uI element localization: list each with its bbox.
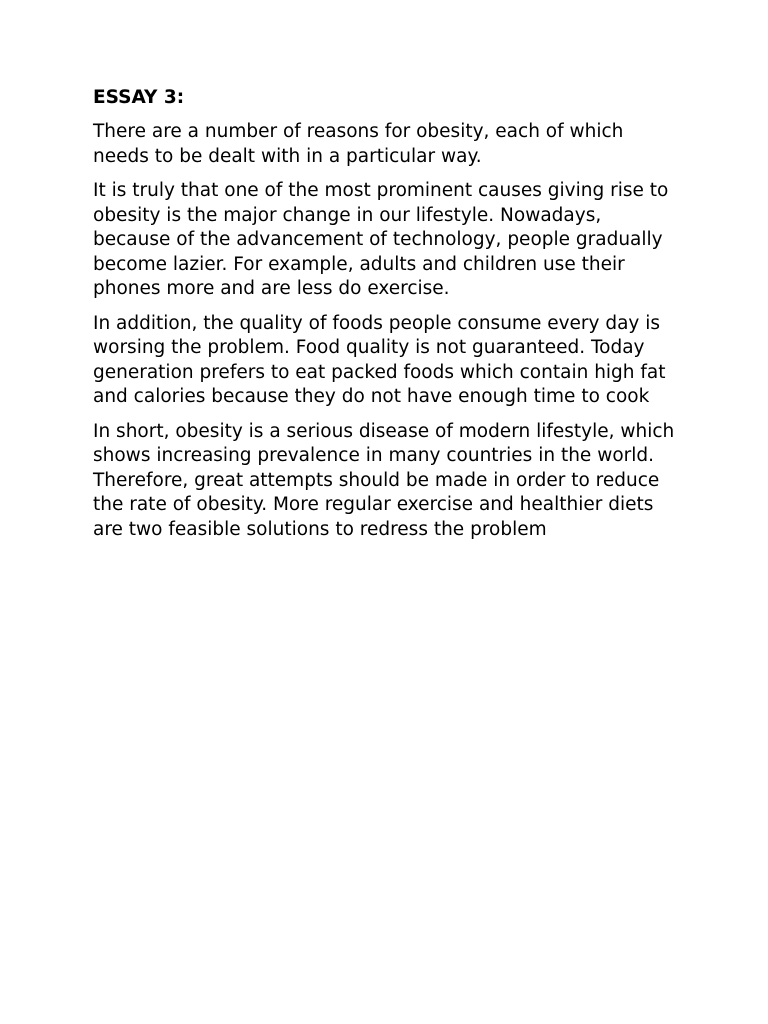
essay-title: ESSAY 3:: [93, 87, 185, 108]
paragraph-food-quality: In addition, the quality of foods people consume every day is worsing the problem. Food quality is not guaranteed. Today generation prefers to eat packed foods which contain high fat and calories because they do not have enough time to cook: [93, 312, 666, 407]
paragraph-lifestyle: It is truly that one of the most prominent causes giving rise to obesity is the major change in our lifestyle. Nowadays, because of the advancement of technology, people gradually become lazier. For example, adults and children use their phones more and are less do exercise.: [93, 180, 669, 299]
paragraph-intro: There are a number of reasons for obesity, each of which needs to be dealt with in a particular way.: [93, 121, 624, 167]
document-body: [93, 86, 683, 552]
paragraph-conclusion: In short, obesity is a serious disease of modern lifestyle, which shows increasing prevalence in many countries in the world. Therefore, great attempts should be made in order to reduce the rate of obesity. More regular exercise and healthier diets are two feasible solutions to redress the problem: [93, 420, 675, 540]
